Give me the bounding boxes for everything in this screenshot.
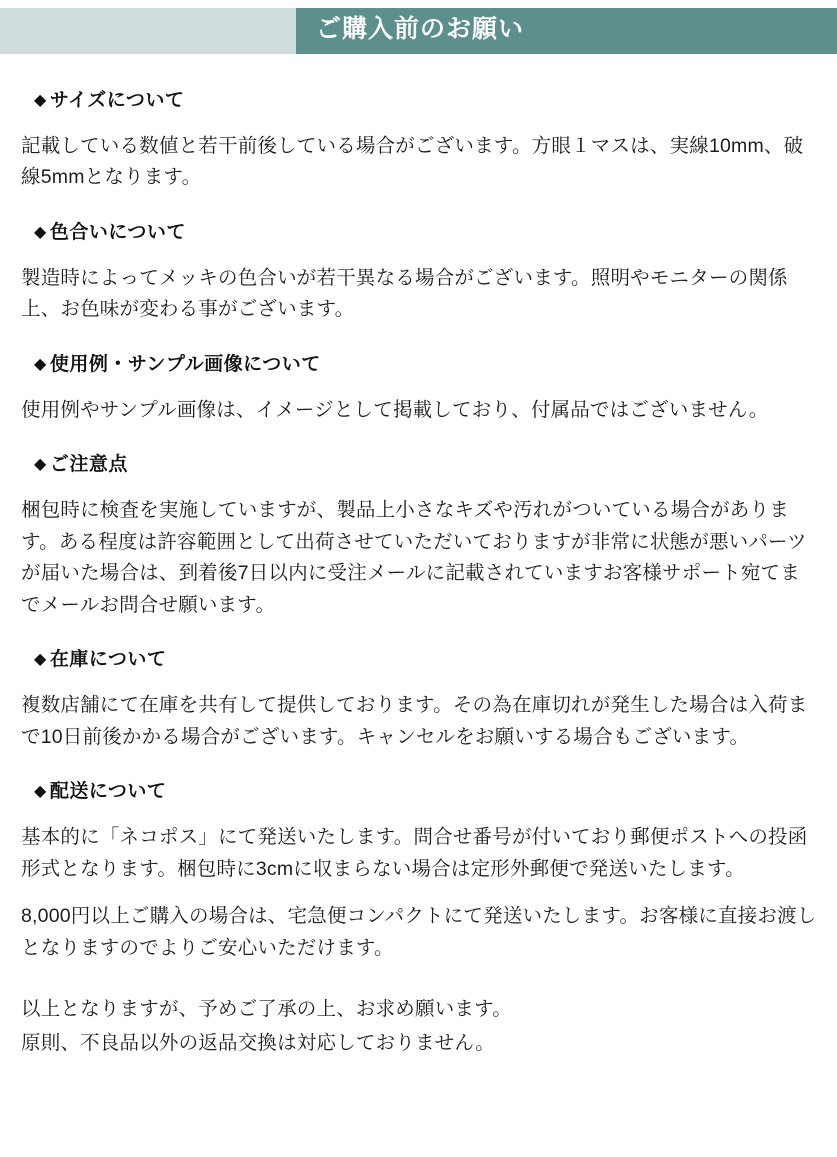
section-heading-label: 使用例・サンプル画像について	[49, 353, 321, 375]
section-paragraph: 梱包時に検査を実施していますが、製品上小さなキズや汚れがついている場合があります。ある程度は許容範囲として出荷させていただいておりますが非常に状態が悪いパーツが届いた場合は、到着後7日以内に受注メールに記載されていますお客様サポート宛てまでメールお問合せ願います。	[21, 499, 807, 616]
closing-line: 原則、不良品以外の返品交換は対応しておりません。	[21, 1032, 495, 1055]
section-heading-label: 在庫について	[49, 649, 167, 671]
diamond-icon: ◆	[34, 223, 47, 241]
section-size	[18, 90, 819, 194]
section-heading	[34, 649, 819, 672]
section-caution	[18, 454, 819, 621]
section-sample-image	[18, 354, 819, 426]
diamond-icon: ◆	[34, 92, 47, 109]
section-heading	[34, 354, 819, 377]
section-heading	[34, 781, 819, 804]
section-heading-label: 配送について	[49, 781, 167, 803]
section-heading-label: 色合いについて	[49, 221, 186, 243]
notice-content	[0, 90, 837, 1060]
section-paragraph: 基本的に「ネコポス」にて発送いたします。問合せ番号が付いており郵便ポストへの投函形式となります。梱包時に3cmに収まらない場合は定形外郵便で発送いたします。	[21, 826, 808, 880]
section-paragraph: 記載している数値と若干前後している場合がございます。方眼１マスは、実線10mm、破線5mmとなります。	[21, 134, 804, 189]
section-heading-label: ご注意点	[49, 454, 128, 476]
closing-note	[18, 994, 819, 1059]
diamond-icon: ◆	[34, 651, 47, 669]
section-color	[18, 222, 819, 326]
section-paragraph: 使用例やサンプル画像は、イメージとして掲載しており、付属品ではございません。	[21, 398, 769, 421]
diamond-icon: ◆	[34, 355, 47, 373]
page-title: ご購入前のお願い	[316, 15, 525, 43]
section-heading-label: サイズについて	[49, 90, 185, 111]
section-paragraph: 複数店舗にて在庫を共有して提供しております。その為在庫切れが発生した場合は入荷まで10日前後かかる場合がございます。キャンセルをお願いする場合もございます。	[21, 694, 808, 748]
section-heading	[34, 222, 819, 245]
diamond-icon: ◆	[34, 783, 47, 801]
section-stock	[18, 649, 819, 753]
header-left-block	[0, 8, 296, 54]
section-paragraph: 製造時によってメッキの色合いが若干異なる場合がございます。照明やモニターの関係上、お色味が変わる事がございます。	[21, 266, 788, 321]
page-header	[0, 0, 837, 62]
diamond-icon: ◆	[34, 456, 47, 474]
section-shipping	[18, 781, 819, 964]
section-paragraph: 8,000円以上ご購入の場合は、宅急便コンパクトにて発送いたします。お客様に直接お渡しとなりますのでよりご安心いただけます。	[21, 905, 817, 959]
closing-line: 以上となりますが、予めご了承の上、お求め願います。	[21, 998, 512, 1021]
section-heading	[34, 90, 819, 113]
section-heading	[34, 454, 819, 477]
